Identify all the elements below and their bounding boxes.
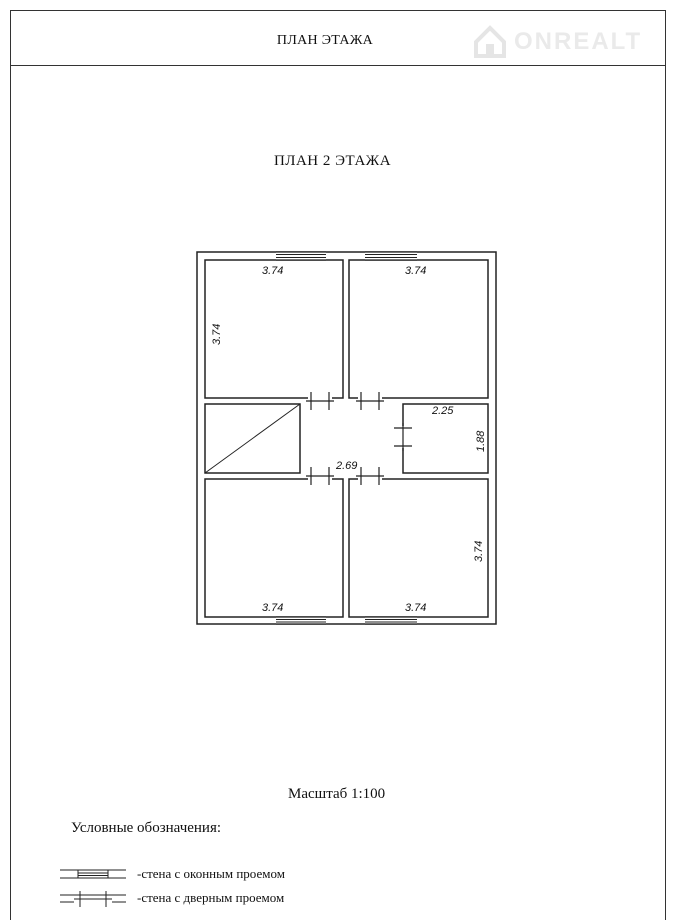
door-bottom-right: [356, 467, 384, 485]
dim-small-room-width: 2.25: [432, 405, 454, 417]
plan-title: ПЛАН 2 ЭТАЖА: [273, 153, 392, 169]
header-title: ПЛАН ЭТАЖА: [276, 33, 374, 48]
legend-item-door: [60, 890, 360, 908]
dim-corridor-width: 2.69: [336, 460, 358, 472]
legend-door-label: -стена с дверным проемом: [137, 890, 285, 905]
dim-top-left-width: 3.74: [262, 265, 284, 277]
scale-label: Масштаб 1:100: [288, 786, 386, 802]
outer-wall: [197, 252, 496, 624]
room-bottom-left: [205, 479, 343, 617]
door-top-left: [306, 392, 334, 410]
door-small-room: [394, 423, 412, 451]
room-bottom-right: [349, 479, 488, 617]
dim-bottom-right-height: 3.74: [473, 540, 485, 562]
dim-bottom-left-width: 3.74: [262, 602, 284, 614]
window-top-left: [276, 252, 326, 260]
dim-top-left-height: 3.74: [211, 323, 223, 345]
legend-item-window: [60, 866, 360, 884]
room-top-right: [349, 260, 488, 398]
room-top-left: [205, 260, 343, 398]
door-bottom-left: [306, 467, 334, 485]
door-top-right: [356, 392, 384, 410]
door-wall-icon: [60, 890, 126, 908]
window-top-right: [365, 252, 417, 260]
watermark-text: ONREALT: [514, 28, 643, 55]
window-bottom-right: [365, 617, 417, 624]
window-wall-icon: [60, 866, 126, 882]
legend-title: Условные обозначения:: [71, 820, 222, 836]
dim-bottom-right-width: 3.74: [405, 602, 427, 614]
dim-small-room-height: 1.88: [475, 430, 487, 452]
stair-line: [205, 404, 300, 473]
window-bottom-left: [276, 617, 326, 624]
legend-window-label: -стена с оконным проемом: [137, 866, 285, 881]
dim-top-right-width: 3.74: [405, 265, 427, 277]
